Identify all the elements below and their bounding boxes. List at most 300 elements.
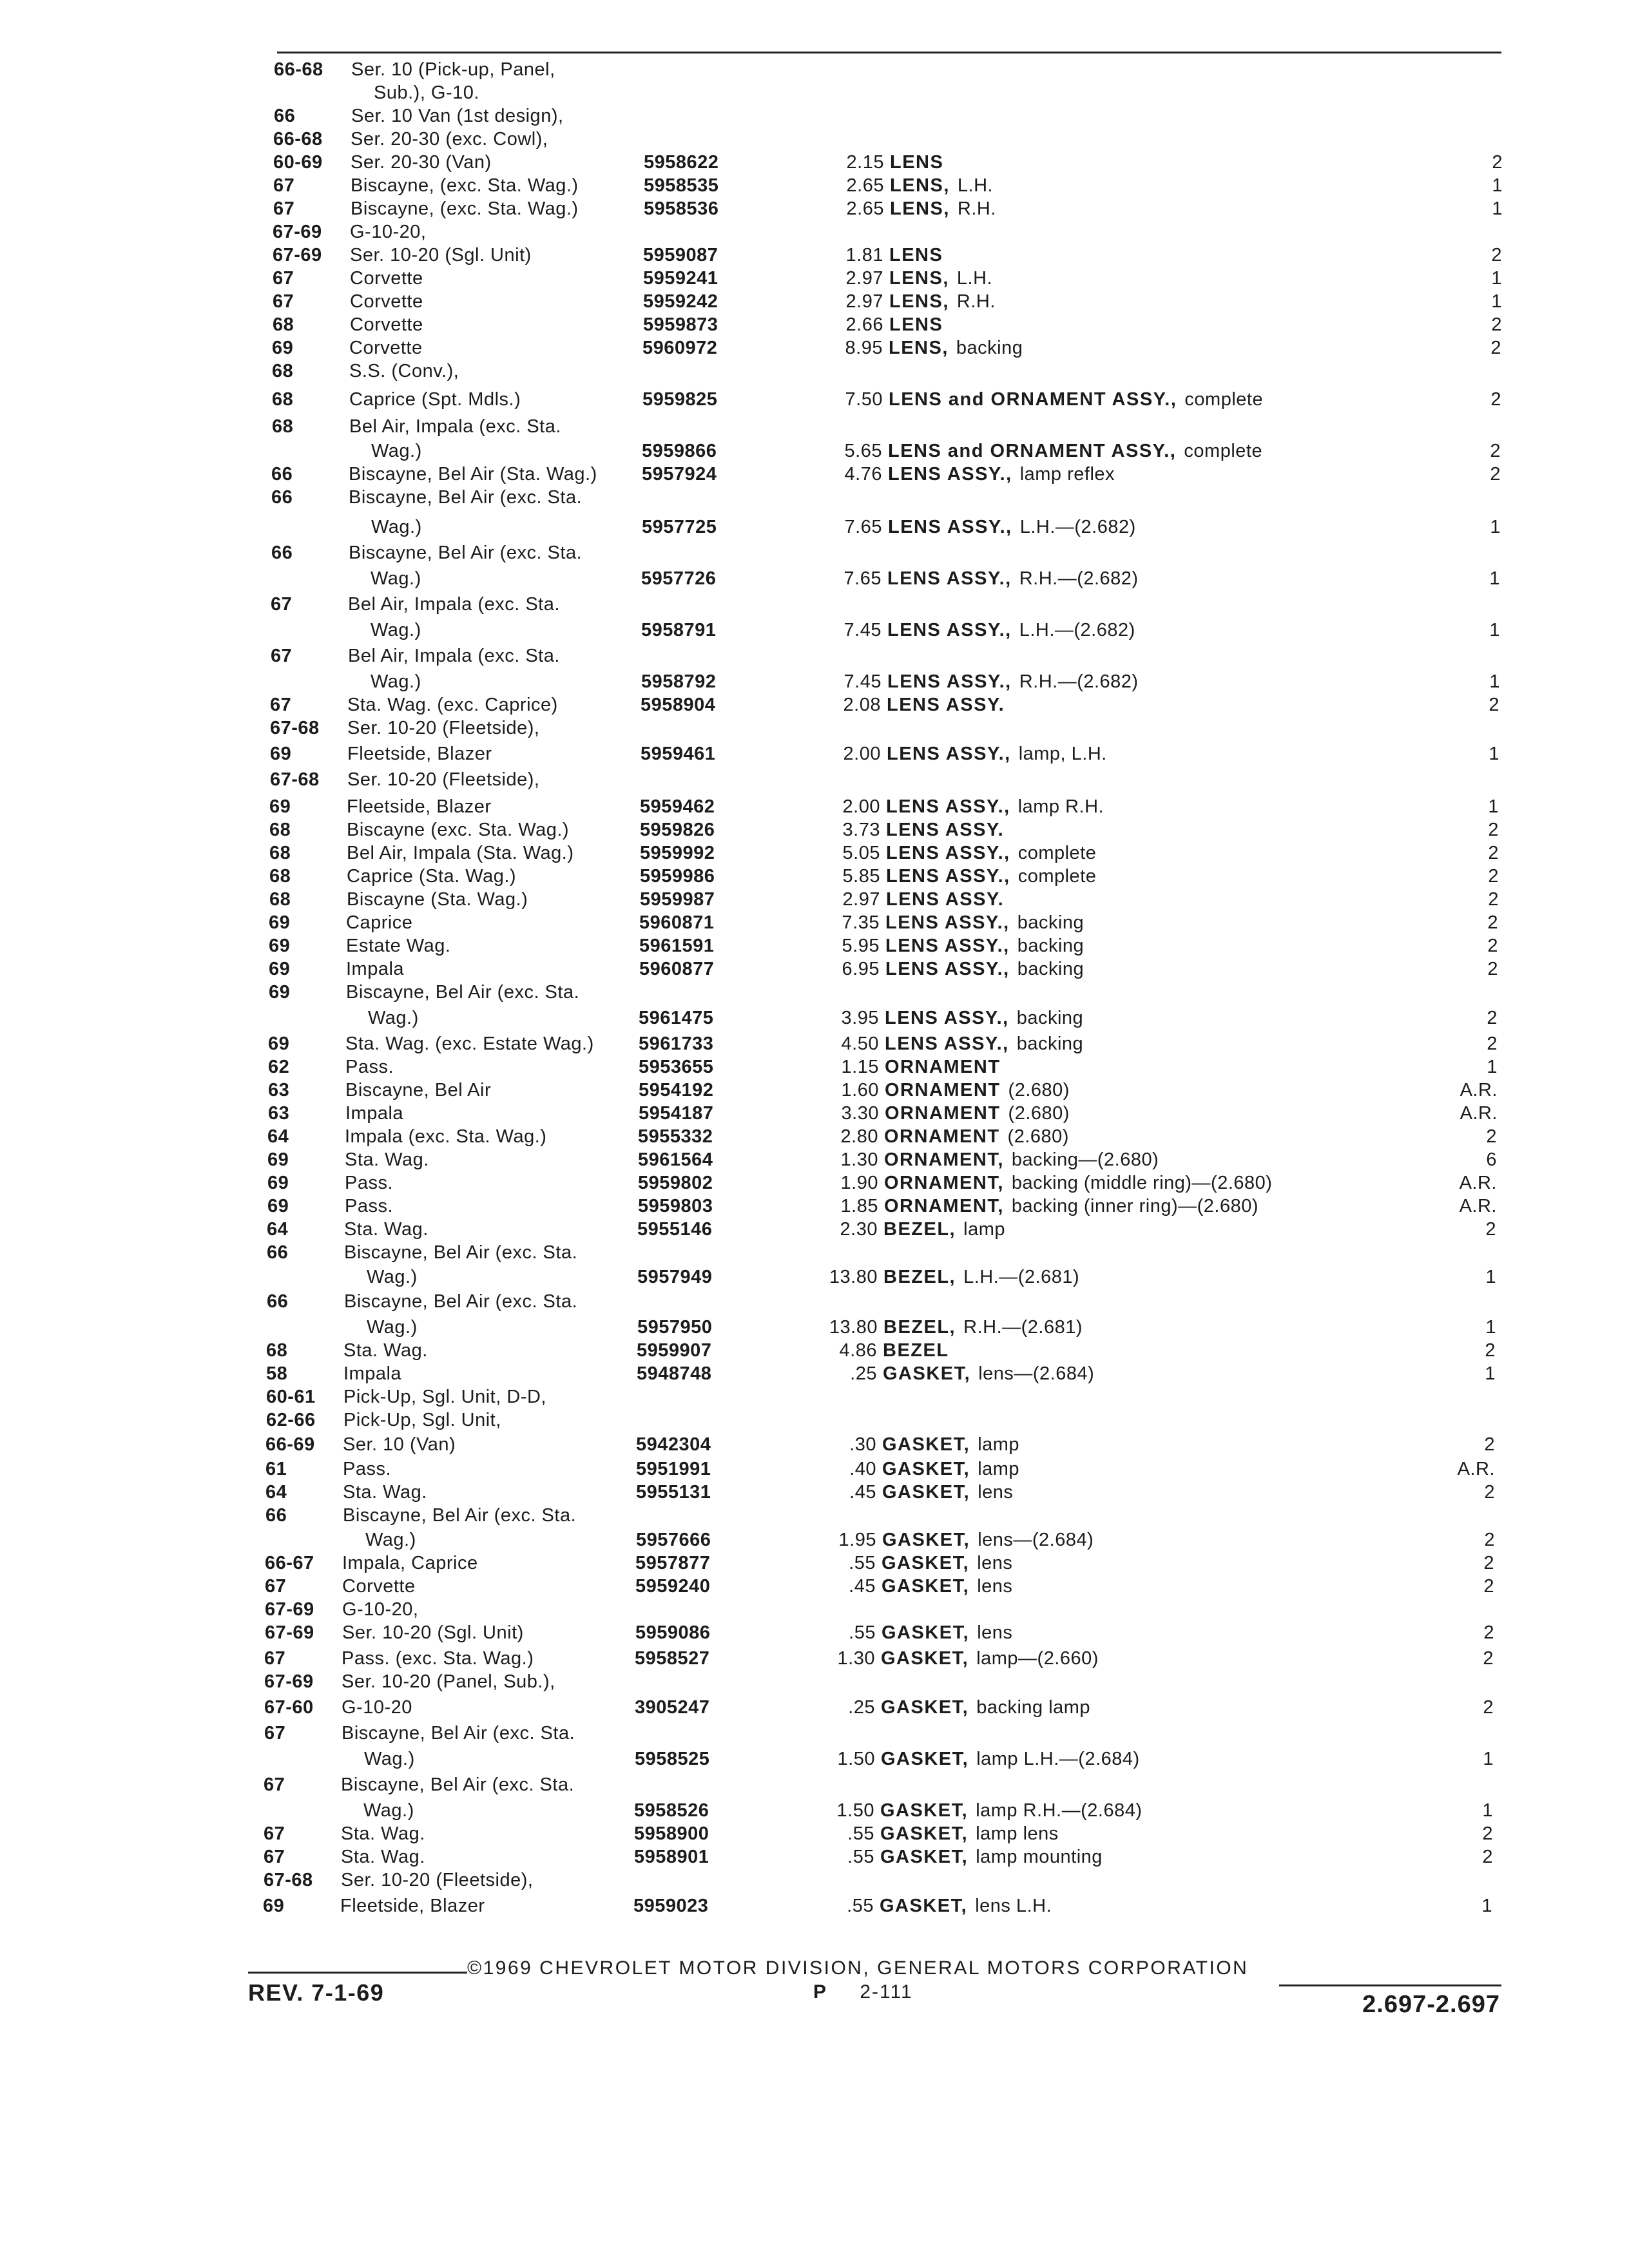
table-row [0, 1054, 1623, 1080]
model-description: Corvette [350, 314, 423, 335]
part-name: ORNAMENT, [884, 1173, 1004, 1193]
quantity: 2 [1490, 441, 1501, 461]
part-name: LENS ASSY., [885, 936, 1010, 956]
list-price: 4.76 [844, 464, 882, 485]
list-price: .55 [849, 1553, 876, 1573]
section-reference: 2.697-2.697 [1362, 1991, 1500, 2018]
page-letter: P [813, 1981, 828, 2003]
quantity: 1 [1483, 1749, 1494, 1769]
table-row [0, 414, 1627, 439]
part-detail: lamp [978, 1434, 1020, 1455]
model-description: Sta. Wag. [345, 1149, 429, 1170]
quantity: 2 [1484, 1482, 1495, 1503]
table-row [0, 715, 1625, 741]
model-description: G-10-20, [342, 1599, 419, 1620]
quantity: A.R. [1460, 1103, 1498, 1124]
quantity: 1 [1485, 1317, 1496, 1338]
part-name: LENS, [890, 175, 950, 196]
part-name: LENS ASSY., [888, 517, 1012, 537]
part-detail: lens L.H. [975, 1896, 1052, 1916]
part-name: LENS ASSY. [886, 820, 1005, 840]
quantity: 2 [1486, 1126, 1497, 1147]
quantity: 2 [1482, 1823, 1493, 1844]
list-price: .45 [849, 1576, 876, 1597]
part-detail: lens [978, 1482, 1014, 1503]
table-row [0, 1432, 1621, 1457]
model-year: 58 [266, 1363, 288, 1384]
part-number: 5959086 [635, 1622, 711, 1643]
part-description [882, 1573, 1012, 1599]
table-row [0, 387, 1627, 412]
part-detail: lamp [978, 1459, 1020, 1479]
part-number: 5960877 [639, 959, 715, 979]
table-row [0, 1456, 1621, 1482]
quantity: A.R. [1459, 1173, 1497, 1193]
revision-date: REV. 7-1-69 [248, 1979, 385, 2006]
list-price: 13.80 [829, 1267, 878, 1287]
part-detail: complete [1184, 389, 1264, 410]
part-description [884, 1193, 1258, 1219]
model-year: 67 [273, 175, 295, 196]
quantity: 2 [1491, 314, 1502, 335]
model-year: 67-68 [270, 769, 320, 790]
quantity: 1 [1485, 1267, 1496, 1287]
part-name: LENS, [889, 268, 949, 289]
part-description [884, 1170, 1272, 1196]
part-name: GASKET, [880, 1847, 969, 1867]
table-row [0, 840, 1624, 866]
list-price: 7.65 [844, 517, 882, 537]
part-number: 5960972 [642, 338, 718, 358]
model-description: Pass. [345, 1173, 394, 1193]
table-row [0, 669, 1626, 695]
part-name: LENS ASSY., [887, 744, 1011, 764]
list-price: 1.30 [837, 1648, 875, 1669]
quantity: 1 [1492, 198, 1503, 219]
part-description [883, 1361, 1094, 1387]
table-row [0, 1384, 1621, 1410]
part-number: 5958526 [634, 1800, 709, 1821]
part-detail: backing [1017, 936, 1084, 956]
table-row [0, 979, 1624, 1005]
part-name: GASKET, [880, 1896, 968, 1916]
list-price: .55 [847, 1847, 874, 1867]
part-number: 5959087 [643, 245, 718, 265]
model-year: 67 [273, 291, 294, 312]
model-year: 62-66 [266, 1410, 316, 1430]
model-year: 69 [267, 1149, 289, 1170]
quantity: 2 [1487, 936, 1498, 956]
part-number: 5955131 [636, 1482, 711, 1503]
list-price: 2.65 [846, 175, 884, 196]
part-name: GASKET, [882, 1459, 970, 1479]
table-row [0, 1867, 1619, 1893]
list-price: 5.65 [844, 441, 882, 461]
list-price: 1.30 [840, 1149, 878, 1170]
quantity: 1 [1481, 1896, 1492, 1916]
model-description: Biscayne, Bel Air (exc. Sta. [349, 543, 583, 563]
model-description: Ser. 10 (Pick-up, Panel, [351, 59, 555, 80]
model-description: Wag.) [365, 1530, 416, 1550]
list-price: .55 [847, 1896, 874, 1916]
model-description: Sta. Wag. [343, 1482, 427, 1503]
part-detail: R.H.—(2.682) [1019, 671, 1139, 692]
part-number: 5959240 [635, 1576, 711, 1597]
part-name: GASKET, [882, 1434, 970, 1455]
part-description [883, 1264, 1079, 1290]
list-price: 1.95 [838, 1530, 876, 1550]
part-detail: R.H. [956, 291, 996, 312]
part-description [881, 1695, 1090, 1720]
model-description: Fleetside, Blazer [347, 744, 492, 764]
list-price: 4.50 [841, 1033, 879, 1054]
part-number: 5958525 [635, 1749, 710, 1769]
model-description: Biscayne, Bel Air (exc. Sta. [344, 1242, 578, 1263]
model-description: Pass. [345, 1057, 394, 1077]
part-number: 5958535 [644, 175, 719, 196]
table-row [0, 1821, 1619, 1847]
table-row [0, 289, 1628, 314]
list-price: 13.80 [829, 1317, 878, 1338]
quantity: A.R. [1459, 1196, 1497, 1216]
part-description [888, 438, 1262, 464]
model-year: 67-60 [264, 1697, 314, 1718]
part-description [880, 1798, 1142, 1823]
quantity: 1 [1489, 568, 1500, 589]
table-row [0, 103, 1629, 129]
model-description: Wag.) [364, 1749, 415, 1769]
table-row [0, 265, 1628, 291]
model-description: Biscayne, Bel Air [345, 1080, 492, 1100]
part-detail: backing (inner ring)—(2.680) [1011, 1196, 1259, 1216]
quantity: 2 [1483, 1622, 1494, 1643]
list-price: 1.15 [841, 1057, 879, 1077]
part-description [887, 566, 1139, 591]
list-price: 2.00 [842, 796, 880, 817]
part-number: 5958792 [641, 671, 717, 692]
model-description: Corvette [342, 1576, 416, 1597]
copyright-notice: ©1969 CHEVROLET MOTOR DIVISION, GENERAL MOTORS CORPORATION [467, 1957, 1249, 1979]
part-name: LENS, [889, 338, 949, 358]
part-description [885, 1031, 1083, 1057]
table-row [0, 149, 1628, 175]
table-row [0, 887, 1624, 912]
model-year: 69 [270, 744, 292, 764]
model-year: 69 [269, 936, 291, 956]
table-row [0, 1720, 1619, 1746]
quantity: 2 [1483, 1697, 1494, 1718]
part-name: LENS ASSY. [887, 695, 1005, 715]
model-year: 67 [271, 594, 293, 615]
model-description: Ser. 10-20 (Fleetside), [347, 718, 540, 738]
model-description: Wag.) [367, 1317, 418, 1338]
model-description: Biscayne, Bel Air (exc. Sta. [343, 1505, 577, 1526]
part-number: 5958904 [641, 695, 716, 715]
quantity: 2 [1488, 820, 1499, 840]
list-price: 2.97 [842, 889, 880, 910]
model-description: Impala [343, 1363, 402, 1384]
quantity: 2 [1487, 1033, 1498, 1054]
model-description: Sta. Wag. (exc. Caprice) [347, 695, 558, 715]
part-description [888, 461, 1115, 487]
part-description [888, 514, 1136, 540]
list-price: 7.45 [843, 620, 882, 640]
part-description [886, 887, 1004, 912]
model-description: Ser. 10-20 (Sgl. Unit) [342, 1622, 524, 1643]
part-detail: (2.680) [1007, 1126, 1069, 1147]
part-detail: backing [956, 338, 1023, 358]
quantity: 2 [1490, 389, 1501, 410]
list-price: 2.65 [846, 198, 884, 219]
list-price: 1.85 [840, 1196, 878, 1216]
model-description: Ser. 20-30 (Van) [351, 152, 492, 173]
quantity: 1 [1490, 517, 1501, 537]
model-description: Ser. 10 Van (1st design), [351, 106, 564, 126]
part-description [887, 669, 1139, 695]
quantity: 2 [1488, 889, 1499, 910]
table-row [0, 358, 1627, 384]
model-year: 67-69 [264, 1671, 314, 1692]
table-row [0, 514, 1626, 540]
list-price: 1.50 [836, 1800, 874, 1821]
part-number: 5955146 [637, 1219, 713, 1240]
table-row [0, 1338, 1621, 1363]
quantity: 2 [1492, 152, 1503, 173]
part-number: 5958901 [634, 1847, 709, 1867]
model-year: 68 [266, 1340, 288, 1361]
model-description: Sub.), G-10. [374, 82, 479, 103]
part-name: GASKET, [881, 1749, 969, 1769]
part-detail: lamp R.H. [1017, 796, 1104, 817]
model-description: Biscayne (exc. Sta. Wag.) [347, 820, 570, 840]
list-price: 2.15 [846, 152, 884, 173]
part-detail: backing [1017, 959, 1084, 979]
part-description [882, 1550, 1012, 1576]
model-description: Wag.) [371, 671, 421, 692]
table-row [0, 438, 1626, 464]
part-name: LENS and ORNAMENT ASSY., [888, 441, 1177, 461]
part-number: 5955332 [638, 1126, 713, 1147]
table-row [0, 1669, 1619, 1695]
model-description: Caprice [346, 912, 413, 933]
table-row [0, 643, 1626, 669]
footer-rule-right [1279, 1984, 1501, 1986]
model-description: Impala [346, 959, 405, 979]
part-description [887, 692, 1005, 718]
table-row [0, 1147, 1623, 1173]
table-row [0, 1550, 1620, 1576]
list-price: 7.45 [843, 671, 882, 692]
list-price: .45 [849, 1482, 876, 1503]
model-description: G-10-20 [342, 1697, 412, 1718]
part-name: LENS ASSY., [885, 959, 1010, 979]
model-description: Pick-Up, Sgl. Unit, [343, 1410, 501, 1430]
part-name: GASKET, [881, 1697, 969, 1718]
model-year: 66-67 [265, 1553, 314, 1573]
part-description [880, 1893, 1052, 1919]
part-number: 5959802 [638, 1173, 713, 1193]
part-description [880, 1844, 1103, 1870]
part-description [890, 149, 943, 175]
list-price: 7.35 [842, 912, 880, 933]
model-description: Impala [345, 1103, 404, 1124]
table-row [0, 910, 1624, 936]
part-name: GASKET, [882, 1530, 970, 1550]
list-price: .55 [849, 1622, 876, 1643]
table-row [0, 566, 1626, 591]
part-number: 5959986 [640, 866, 715, 887]
table-row [0, 196, 1628, 222]
model-description: Impala (exc. Sta. Wag.) [345, 1126, 547, 1147]
part-description [890, 173, 993, 198]
part-detail: lamp mounting [976, 1847, 1103, 1867]
model-description: Biscayne, Bel Air (exc. Sta. [344, 1291, 578, 1312]
part-name: GASKET, [882, 1576, 970, 1597]
part-number: 5961591 [639, 936, 715, 956]
part-description [887, 741, 1107, 767]
model-description: Sta. Wag. [341, 1823, 425, 1844]
part-number: 5958622 [644, 152, 719, 173]
part-name: LENS [889, 245, 943, 265]
list-price: 3.73 [842, 820, 880, 840]
model-year: 67-69 [273, 222, 322, 242]
quantity: 2 [1491, 245, 1502, 265]
model-year: 67-69 [273, 245, 322, 265]
model-year: 60-69 [273, 152, 323, 173]
quantity: 2 [1490, 338, 1501, 358]
model-year: 67 [264, 1648, 286, 1669]
part-description [885, 1054, 1001, 1080]
list-price: .40 [849, 1459, 876, 1479]
part-number: 5959803 [638, 1196, 713, 1216]
part-detail: complete [1184, 441, 1263, 461]
part-detail: backing lamp [976, 1697, 1091, 1718]
part-name: LENS ASSY., [887, 620, 1012, 640]
model-description: Pick-Up, Sgl. Unit, D-D, [343, 1387, 546, 1407]
part-number: 5957726 [641, 568, 717, 589]
part-description [882, 1527, 1094, 1553]
model-description: Biscayne, Bel Air (exc. Sta. [342, 1723, 575, 1744]
model-year: 66 [267, 1291, 289, 1312]
part-detail: lens—(2.684) [978, 1363, 1095, 1384]
list-price: 3.30 [841, 1103, 879, 1124]
quantity: 2 [1483, 1576, 1494, 1597]
part-description [886, 840, 1096, 866]
part-number: 3905247 [635, 1697, 710, 1718]
part-name: GASKET, [881, 1648, 969, 1669]
part-detail: lamp [963, 1219, 1005, 1240]
table-row [0, 1361, 1621, 1387]
model-year: 68 [269, 820, 291, 840]
part-name: GASKET, [882, 1622, 970, 1643]
quantity: 6 [1486, 1149, 1497, 1170]
model-description: Wag.) [371, 568, 421, 589]
part-number: 5959826 [640, 820, 715, 840]
part-number: 5959873 [643, 314, 718, 335]
model-description: Bel Air, Impala (exc. Sta. [348, 646, 560, 666]
table-row [0, 863, 1624, 889]
model-year: 69 [267, 1196, 289, 1216]
part-detail: lens [977, 1553, 1013, 1573]
model-description: Impala, Caprice [342, 1553, 478, 1573]
model-year: 61 [265, 1459, 287, 1479]
list-price: 5.85 [842, 866, 880, 887]
part-name: BEZEL [883, 1340, 949, 1361]
quantity: 1 [1489, 744, 1499, 764]
model-year: 67 [273, 198, 295, 219]
model-year: 68 [272, 416, 294, 437]
quantity: 2 [1487, 959, 1498, 979]
table-row [0, 1077, 1623, 1103]
part-description [886, 817, 1004, 843]
part-number: 5959907 [637, 1340, 712, 1361]
model-year: 68 [269, 889, 291, 910]
table-row [0, 335, 1627, 361]
quantity: 1 [1492, 175, 1503, 196]
part-description [886, 794, 1104, 820]
part-description [882, 1620, 1012, 1646]
table-row [0, 126, 1628, 152]
model-year: 60-61 [266, 1387, 316, 1407]
model-year: 66 [271, 543, 293, 563]
part-number: 5959825 [642, 389, 718, 410]
quantity: 2 [1485, 1219, 1496, 1240]
part-number: 5958791 [641, 620, 717, 640]
table-row [0, 540, 1626, 566]
model-year: 67 [270, 695, 292, 715]
model-description: Ser. 10-20 (Fleetside), [347, 769, 540, 790]
part-name: GASKET, [882, 1482, 970, 1503]
table-row [0, 219, 1628, 245]
model-year: 67 [264, 1823, 285, 1844]
part-description [882, 1432, 1019, 1457]
model-description: Wag.) [363, 1800, 414, 1821]
model-year: 67 [264, 1723, 286, 1744]
part-name: BEZEL, [883, 1219, 956, 1240]
model-description: Wag.) [371, 441, 422, 461]
table-row [0, 1620, 1620, 1646]
model-year: 68 [272, 389, 294, 410]
part-name: GASKET, [882, 1553, 970, 1573]
quantity: 2 [1484, 1530, 1495, 1550]
list-price: 2.30 [840, 1219, 878, 1240]
model-year: 67 [265, 1576, 287, 1597]
model-description: Sta. Wag. [343, 1340, 428, 1361]
model-year: 66-68 [274, 59, 323, 80]
model-year: 67-68 [264, 1870, 313, 1890]
model-description: Bel Air, Impala (exc. Sta. [349, 416, 561, 437]
table-row [0, 1479, 1621, 1505]
part-description [889, 335, 1023, 361]
part-number: 5957949 [637, 1267, 713, 1287]
part-description [884, 1147, 1159, 1173]
list-price: 1.81 [845, 245, 883, 265]
top-rule [277, 52, 1501, 53]
list-price: 2.97 [845, 268, 883, 289]
table-row [0, 173, 1628, 198]
part-name: GASKET, [880, 1823, 969, 1844]
part-name: LENS ASSY., [887, 568, 1012, 589]
list-price: 1.50 [837, 1749, 875, 1769]
model-year: 66 [267, 1242, 289, 1263]
model-description: Bel Air, Impala (exc. Sta. [348, 594, 560, 615]
table-row [0, 1264, 1622, 1290]
model-description: Biscayne, (exc. Sta. Wag.) [351, 198, 579, 219]
part-number: 5957666 [636, 1530, 711, 1550]
model-year: 68 [272, 361, 294, 381]
table-row [0, 1240, 1622, 1265]
model-description: Biscayne, Bel Air (exc. Sta. [346, 982, 580, 1003]
